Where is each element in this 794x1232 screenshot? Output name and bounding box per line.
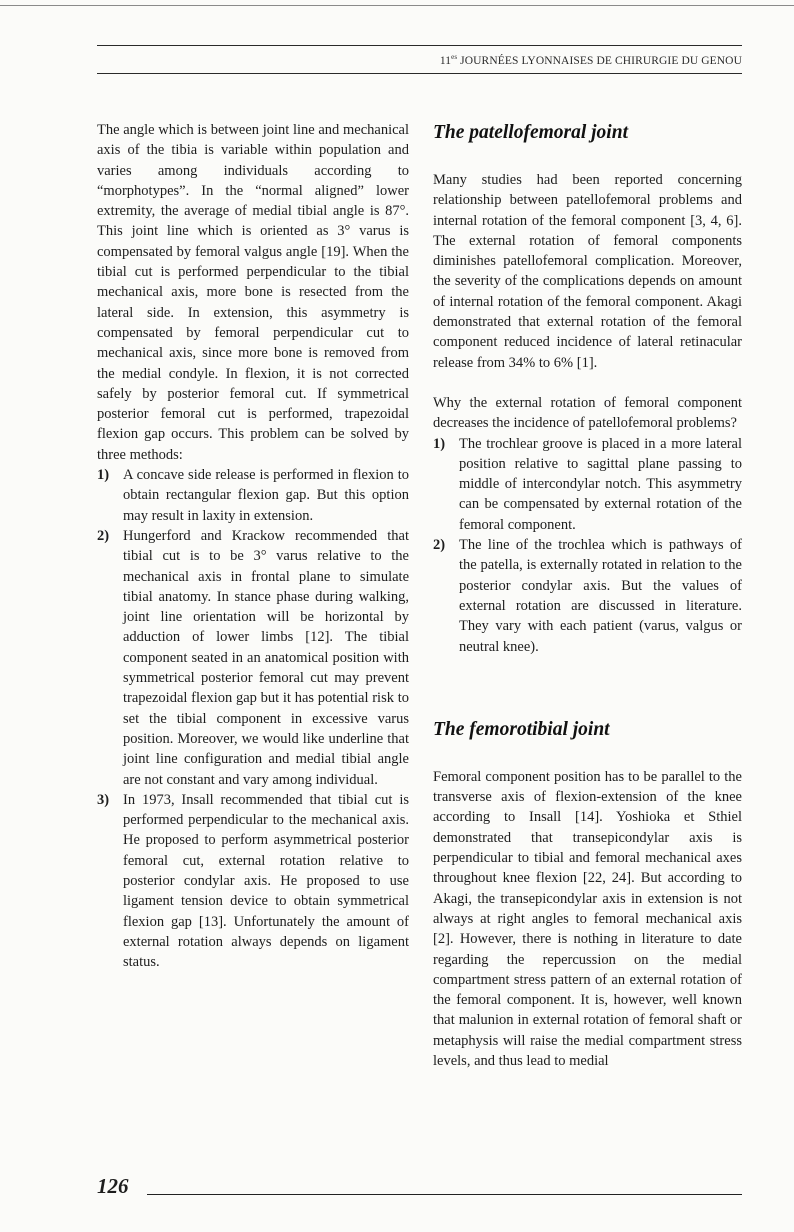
reason-text-1: The trochlear groove is placed in a more lateral position relative to sagittal plane passing to middle of intercondylar notch. This asymmetry can be compensated by external rotation of the femoral component. <box>459 435 742 533</box>
running-header-number: 11 <box>439 54 452 67</box>
method-text-2: Hungerford and Krackow recommended that tibial cut is to be 3° varus relative to the mechanical axis in frontal plane to simulate tibial anatomy. In stance phase during walking, joint line orientation will be horizontal by adduction of lower limbs [12]. The tibial component seated in an anatomical position with symmetrical posterior femoral cut may prevent trapezoidal flexion gap but it has potential risk to set the tibial component in excessive varus position. Moreover, we would like underline that joint line configuration and medial tibial angle are not constant and vary among individual. <box>123 527 409 788</box>
running-header <box>440 53 742 67</box>
method-number-2: 2) <box>97 527 110 544</box>
method-text-3: In 1973, Insall recommended that tibial cut is performed perpendicular to the mechanical axis. He proposed to perform asymmetrical posterior femoral cut, external rotation relative to posterior condylar axis. He proposed to use ligament tension device to obtain symmetrical flexion gap [13]. Unfortunately the amount of external rotation always depends on ligament status. <box>123 791 409 971</box>
left-column <box>97 120 409 972</box>
footer-rule <box>147 1194 742 1195</box>
method-item-3 <box>97 790 409 973</box>
right-column <box>433 120 742 1071</box>
reason-item-2 <box>433 535 742 657</box>
method-number-3: 3) <box>97 791 110 808</box>
running-header-superscript: es <box>451 53 458 61</box>
intro-paragraph: The angle which is between joint line and mechanical axis of the tibia is variable within population and varies among individuals according to “morphotypes”. In the “normal aligned” lower extremity, the average of medial tibial angle is 87°. This joint line which is oriented as 3° varus is compensated by femoral valgus angle [19]. When the tibial cut is performed perpendicular to the tibial mechanical axis, more bone is resected from the lateral side. In extension, this asymmetry is compensated by femoral perpendicular cut to mechanical axis, since more bone is removed from the medial condyle. In flexion, it is not corrected safely by posterior femoral cut. If symmetrical posterior femoral cut is performed, trapezoidal flexion gap occurs. This problem can be solved by three methods: <box>97 122 409 463</box>
page-top-edge-rule <box>0 5 794 6</box>
method-text-1: A concave side release is performed in flexion to obtain rectangular flexion gap. But this option may result in laxity in extension. <box>123 467 409 524</box>
reason-item-1 <box>433 434 742 535</box>
method-item-1 <box>97 465 409 526</box>
patellofemoral-paragraph: Many studies had been reported concerning relationship between patellofemoral problems and internal rotation of the femoral component [3, 4, 6]. The external rotation of femoral components diminishes patellofemoral complication. Moreover, the severity of the complications depends on amount of internal rotation of the femoral component. Akagi demonstrated that external rotation of the femoral component reduced incidence of lateral retinacular release from 34% to 6% [1]. <box>433 172 742 371</box>
header-rule-bottom <box>97 73 742 74</box>
page-number: 126 <box>97 1174 129 1198</box>
femorotibial-paragraph: Femoral component position has to be parallel to the transverse axis of flexion-extension of the knee according to Insall [14]. Yoshioka et Sthiel demonstrated that transepicondylar axis is perpendicular to tibial and femoral mechanical axes throughout knee flexion [22, 24]. But according to Akagi, the transepicondylar axis in extension is not always at right angles to femoral mechanical axis [2]. However, there is nothing in literature to date regarding the repercussion on the medial compartment stress pattern of an external rotation of the femoral component. It is, however, well known that malunion in external rotation of femoral shaft or metaphysis will raise the medial compartment stress levels, and thus lead to medial <box>433 768 742 1069</box>
running-header-title: JOURNÉES LYONNAISES DE CHIRURGIE DU GENOU <box>460 54 742 67</box>
methods-list <box>97 465 409 972</box>
reason-text-2: The line of the trochlea which is pathways of the patella, is externally rotated in relation to the posterior condylar axis. But the values of external rotation are discussed in literature. They vary with each patient (varus, valgus or neutral knee). <box>459 537 742 655</box>
header-rule-top <box>97 45 742 46</box>
reason-number-2: 2) <box>433 537 446 554</box>
patellofemoral-question: Why the external rotation of femoral component decreases the incidence of patellofemoral problems? <box>433 394 742 432</box>
reasons-list <box>433 434 742 657</box>
femorotibial-heading: The femorotibial joint <box>433 718 610 740</box>
method-number-1: 1) <box>97 467 110 484</box>
reason-number-1: 1) <box>433 435 446 452</box>
patellofemoral-heading: The patellofemoral joint <box>433 122 628 143</box>
method-item-2 <box>97 526 409 790</box>
